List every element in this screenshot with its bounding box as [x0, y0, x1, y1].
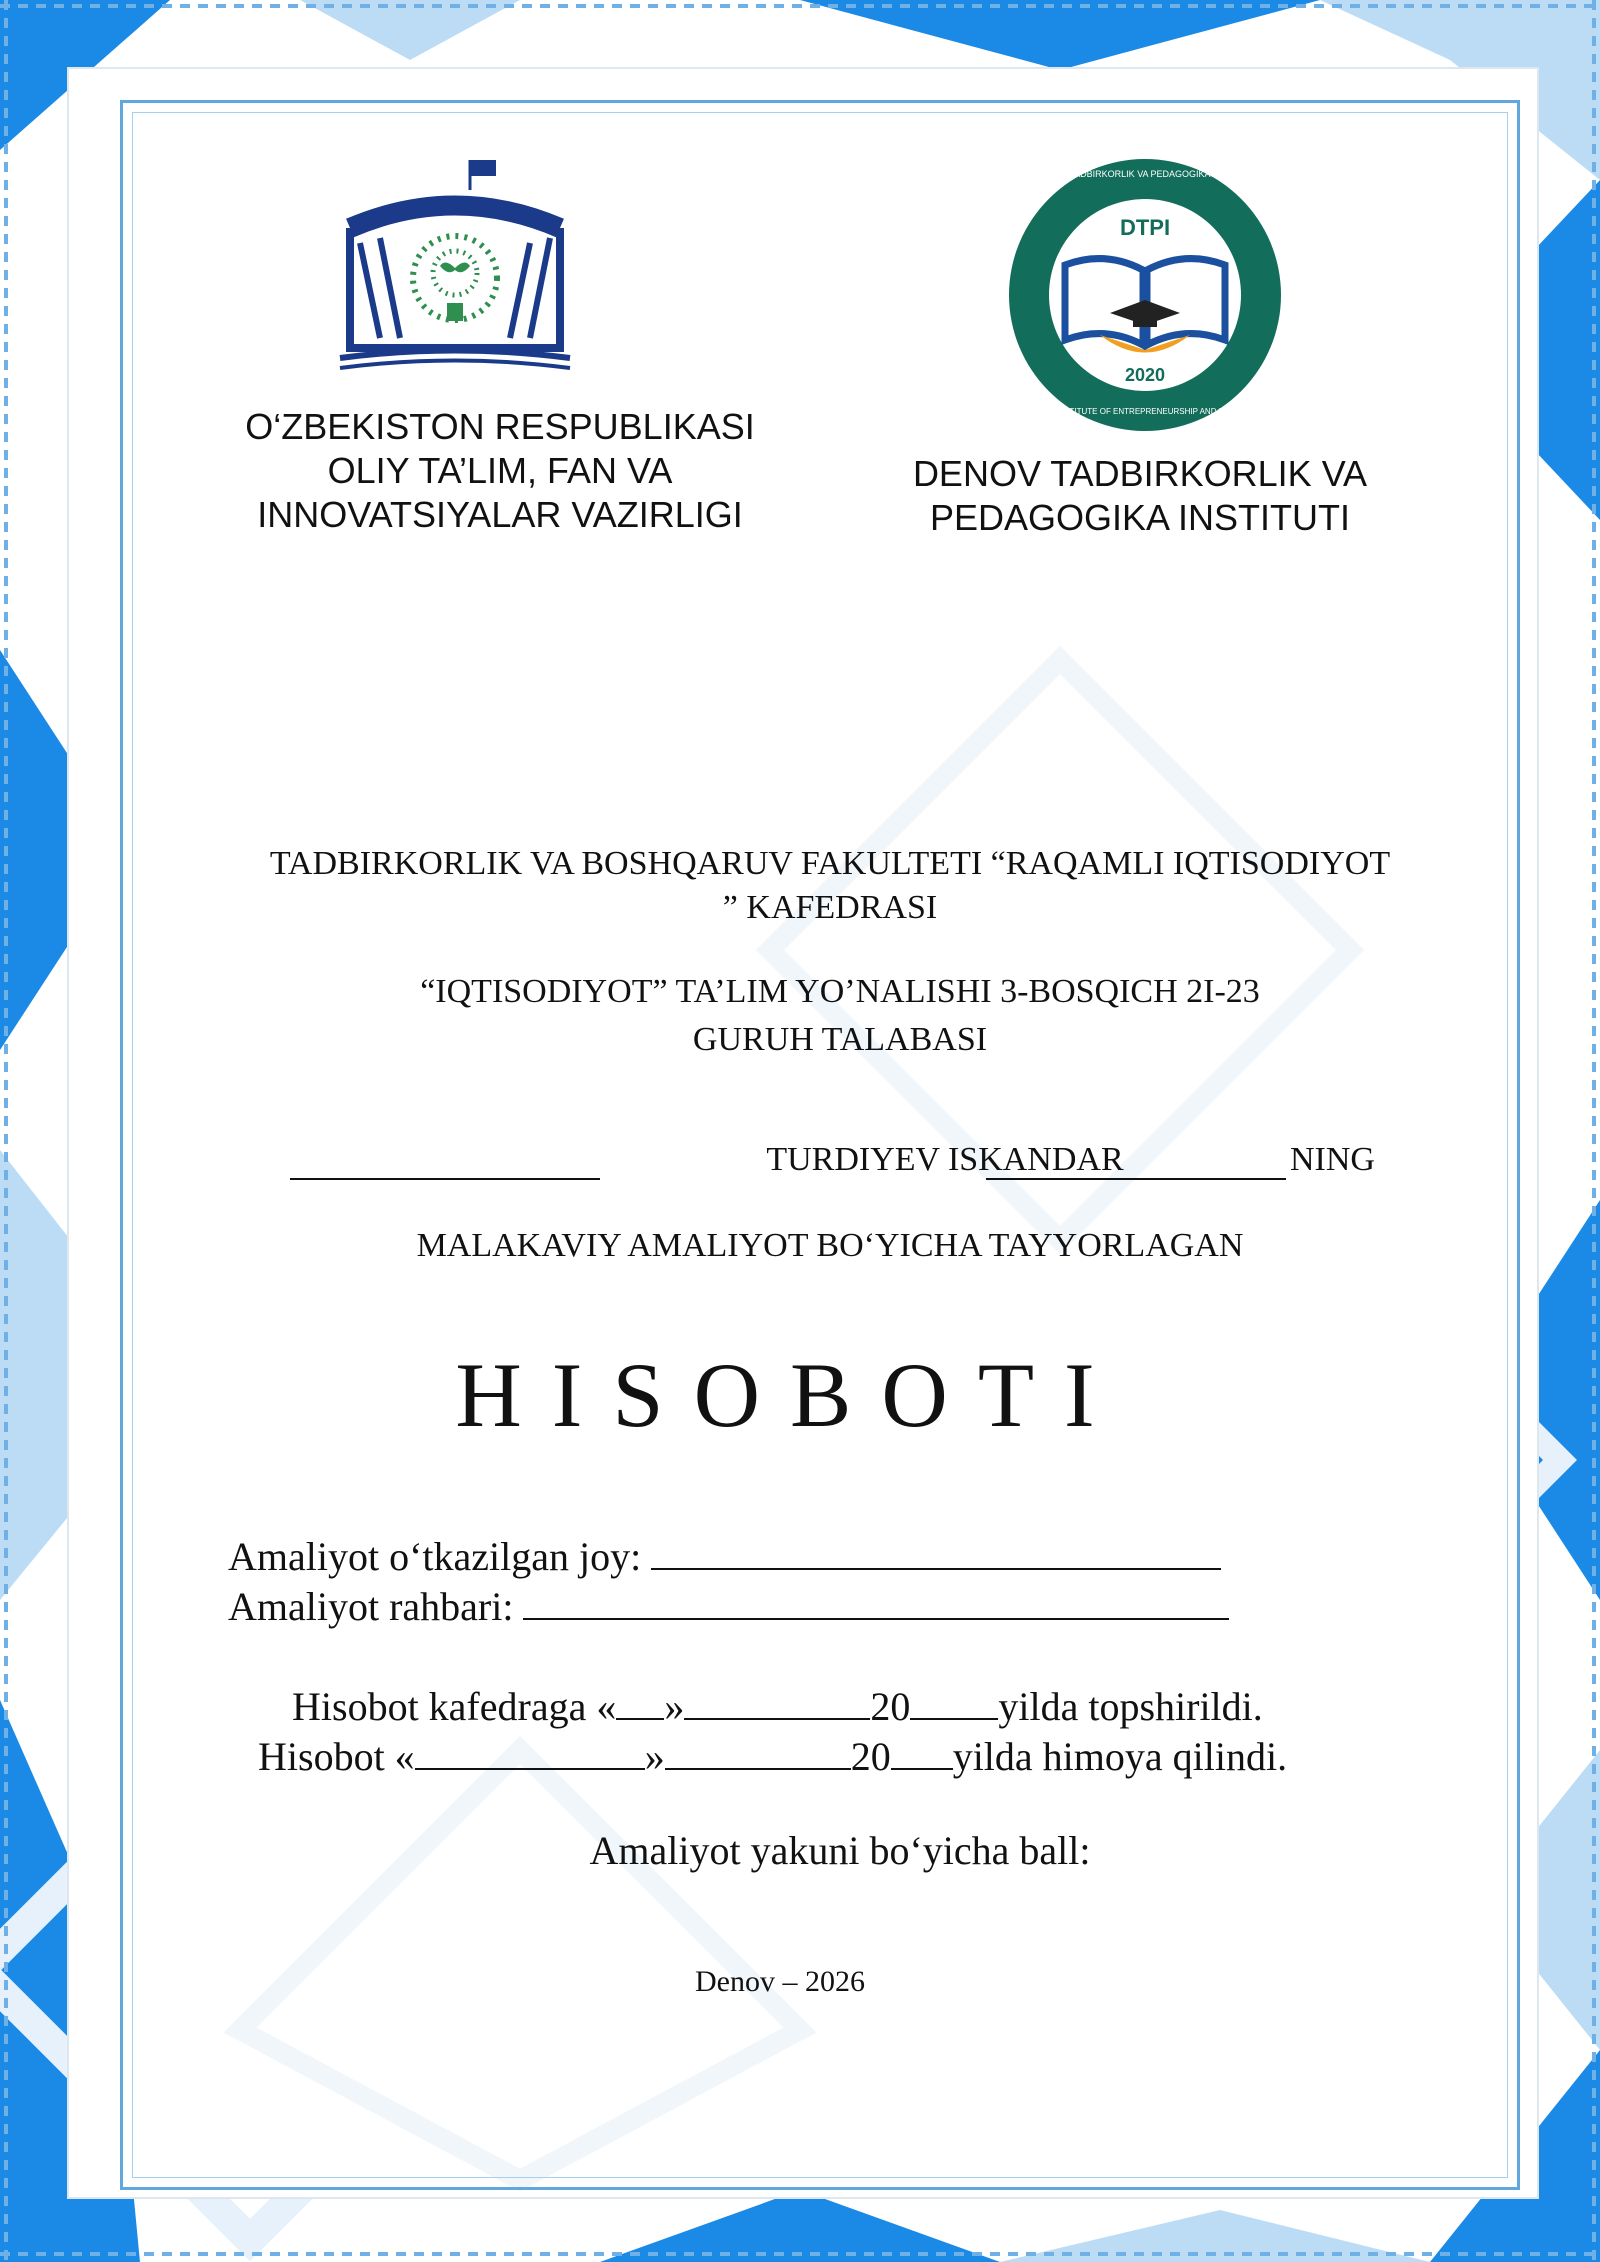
- faculty-line: TADBIRKORLIK VA BOSHQARUV FAKULTETI “RAQAMLI IQTISODIYOT: [269, 845, 1391, 882]
- ministry-name-line: O‘ZBEKISTON RESPUBLIKASI: [245, 406, 755, 447]
- place-year: Denov – 2026: [695, 1965, 865, 1998]
- submitted-line: [292, 1682, 1263, 1732]
- place-field: [228, 1532, 1221, 1582]
- institute-logo-year: 2020: [1124, 365, 1166, 385]
- submitted-month-blank: [684, 1682, 870, 1720]
- submitted-suffix: yilda topshirildi.: [998, 1684, 1263, 1729]
- direction-line: GURUH TALABASI: [692, 1021, 988, 1058]
- supervisor-field: [228, 1582, 1229, 1632]
- defended-line: [258, 1732, 1287, 1782]
- defended-day-blank: [415, 1732, 645, 1770]
- ministry-logo: [320, 158, 590, 378]
- report-title: HISOBOTI: [455, 1344, 1125, 1446]
- student-name: TURDIYEV ISKANDAR: [766, 1141, 1124, 1178]
- place-blank: [651, 1532, 1221, 1570]
- faculty-heading: [180, 842, 1480, 930]
- faculty-line: ” KAFEDRASI: [722, 889, 938, 926]
- defended-mid: »: [644, 1734, 665, 1779]
- ministry-name-line: INNOVATSIYALAR VAZIRLIGI: [257, 494, 743, 535]
- submitted-prefix: Hisobot kafedraga «: [292, 1684, 617, 1729]
- institute-logo-ring-bottom: DENOV INSTITUTE OF ENTREPRENEURSHIP AND PEDAGOGY: [1025, 407, 1265, 416]
- institute-name-line: DENOV TADBIRKORLIK VA: [912, 453, 1368, 494]
- ministry-name: [200, 405, 800, 537]
- underline-left: [290, 1178, 600, 1180]
- defended-year-prefix: 20: [850, 1734, 891, 1779]
- prepared-line: MALAKAVIY AMALIYOT BO‘YICHA TAYYORLAGAN: [416, 1227, 1244, 1264]
- institute-logo-emblem: [1005, 155, 1285, 435]
- supervisor-blank: [523, 1582, 1229, 1620]
- institute-name: [870, 452, 1410, 540]
- submitted-year-prefix: 20: [870, 1684, 911, 1729]
- student-name-suffix: NING: [1290, 1141, 1375, 1178]
- defended-year-blank: [891, 1732, 953, 1770]
- submitted-day-blank: [616, 1682, 664, 1720]
- defended-month-blank: [665, 1732, 851, 1770]
- score-line: Amaliyot yakuni bo‘yicha ball:: [589, 1828, 1091, 1873]
- defended-prefix: Hisobot «: [258, 1734, 415, 1779]
- direction-heading: [280, 968, 1400, 1064]
- submitted-mid: »: [664, 1684, 685, 1729]
- institute-logo: [1005, 155, 1285, 435]
- institute-logo-ring-top: DENOV TADBIRKORLIK VA PEDAGOGIKA INSTITUTI: [1035, 169, 1256, 179]
- institute-logo-abbr: DTPI: [1119, 215, 1171, 240]
- institute-name-line: PEDAGOGIKA INSTITUTI: [929, 497, 1351, 538]
- supervisor-label: Amaliyot rahbari:: [228, 1584, 514, 1629]
- underline-right: [986, 1178, 1286, 1180]
- defended-suffix: yilda himoya qilindi.: [952, 1734, 1288, 1779]
- place-label: Amaliyot o‘tkazilgan joy:: [228, 1534, 642, 1579]
- submitted-year-blank: [910, 1682, 998, 1720]
- ministry-name-line: OLIY TA’LIM, FAN VA: [327, 450, 673, 491]
- direction-line: “IQTISODIYOT” TA’LIM YO’NALISHI 3-BOSQICH 2I-23: [420, 973, 1260, 1010]
- student-name-line: [290, 1138, 1400, 1188]
